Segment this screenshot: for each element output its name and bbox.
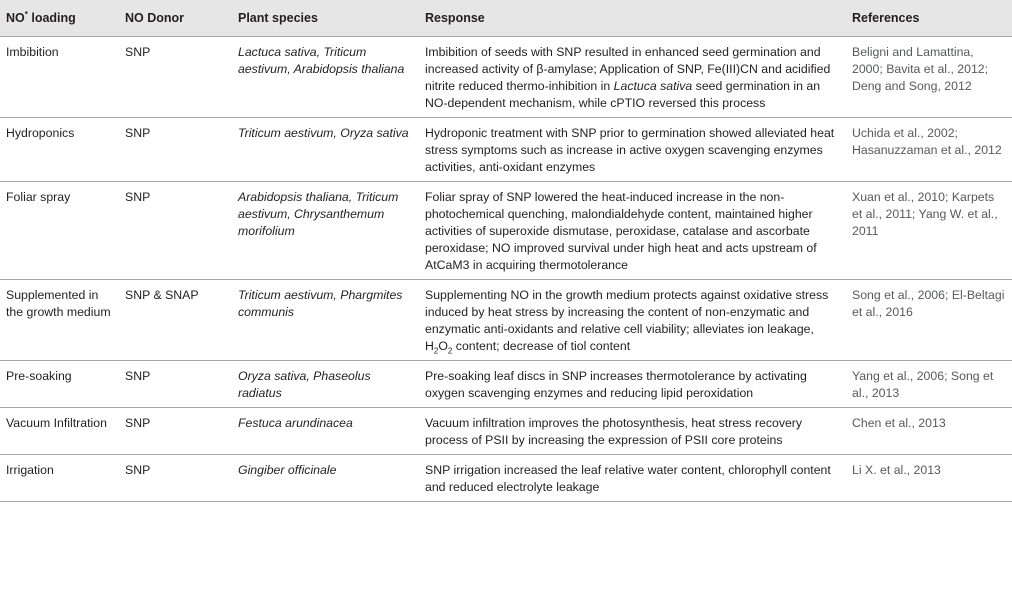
header-response: Response [419,0,846,37]
header-no-donor: NO Donor [119,0,232,37]
donor-cell: SNP [119,182,232,280]
loading-cell: Supplemented in the growth medium [0,280,119,361]
table-row [0,361,1012,408]
response-cell: Imbibition of seeds with SNP resulted in enhanced seed germination and increased activity of β-amylase; Application of SNP, Fe(III)CN and acidified nitrite reduced thermo-inhibition in Lactuca sativa seed germination in an NO-dependent mechanism, while cPTIO reversed this process [419,37,846,118]
response-cell: Supplementing NO in the growth medium protects against oxidative stress induced by heat stress by increasing the content of non-enzymatic and enzymatic anti-oxidants and relative cell viability; alleviates ion leakage, $H_2O_2$ content; decrease of tiol content [419,280,846,361]
donor-cell: SNP & SNAP [119,280,232,361]
references-cell: Uchida et al., 2002; Hasanuzzaman et al., 2012 [846,118,1012,182]
loading-cell: Irrigation [0,455,119,502]
response-cell: Vacuum infiltration improves the photosynthesis, heat stress recovery process of PSII by increasing the expression of PSII core proteins [419,408,846,455]
donor-cell: SNP [119,408,232,455]
response-cell: Pre-soaking leaf discs in SNP increases thermotolerance by activating oxygen scavenging enzymes and reducing lipid peroxidation [419,361,846,408]
header-references: References [846,0,1012,37]
loading-cell: Foliar spray [0,182,119,280]
species-cell: Arabidopsis thaliana, Triticum aestivum, Chrysanthemum morifolium [232,182,419,280]
loading-cell: Imbibition [0,37,119,118]
table-row [0,118,1012,182]
species-cell: Triticum aestivum, Oryza sativa [232,118,419,182]
references-cell: Xuan et al., 2010; Karpets et al., 2011; Yang W. et al., 2011 [846,182,1012,280]
table-row [0,408,1012,455]
response-cell: Hydroponic treatment with SNP prior to germination showed alleviated heat stress symptoms such as increase in active oxygen scavenging enzymes activities, anti-oxidant enzymes [419,118,846,182]
references-cell: Li X. et al., 2013 [846,455,1012,502]
species-cell: Triticum aestivum, Phargmites communis [232,280,419,361]
species-cell: Festuca arundinacea [232,408,419,455]
references-cell: Yang et al., 2006; Song et al., 2013 [846,361,1012,408]
donor-cell: SNP [119,37,232,118]
donor-cell: SNP [119,455,232,502]
header-row [0,0,1012,37]
donor-cell: SNP [119,118,232,182]
table-body [0,37,1012,502]
references-cell: Chen et al., 2013 [846,408,1012,455]
references-cell: Song et al., 2006; El-Beltagi et al., 2016 [846,280,1012,361]
species-cell: Oryza sativa, Phaseolus radiatus [232,361,419,408]
table-header [0,0,1012,37]
species-cell: Lactuca sativa, Triticum aestivum, Arabidopsis thaliana [232,37,419,118]
donor-cell: SNP [119,361,232,408]
loading-cell: Vacuum Infiltration [0,408,119,455]
table-row [0,182,1012,280]
table-row [0,37,1012,118]
header-plant-species: Plant species [232,0,419,37]
references-cell: Beligni and Lamattina, 2000; Bavita et al., 2012; Deng and Song, 2012 [846,37,1012,118]
header-no-loading: NO* loading [0,0,119,37]
response-cell: SNP irrigation increased the leaf relative water content, chlorophyll content and reduced electrolyte leakage [419,455,846,502]
table-row [0,280,1012,361]
table-row [0,455,1012,502]
loading-cell: Pre-soaking [0,361,119,408]
response-cell: Foliar spray of SNP lowered the heat-induced increase in the non-photochemical quenching, malondialdehyde content, maintained higher activities of superoxide dismutase, peroxidase, catalase and ascorbate peroxidase; NO improved survival under high heat and acts upstream of AtCaM3 in acquiring thermotolerance [419,182,846,280]
loading-cell: Hydroponics [0,118,119,182]
species-cell: Gingiber officinale [232,455,419,502]
